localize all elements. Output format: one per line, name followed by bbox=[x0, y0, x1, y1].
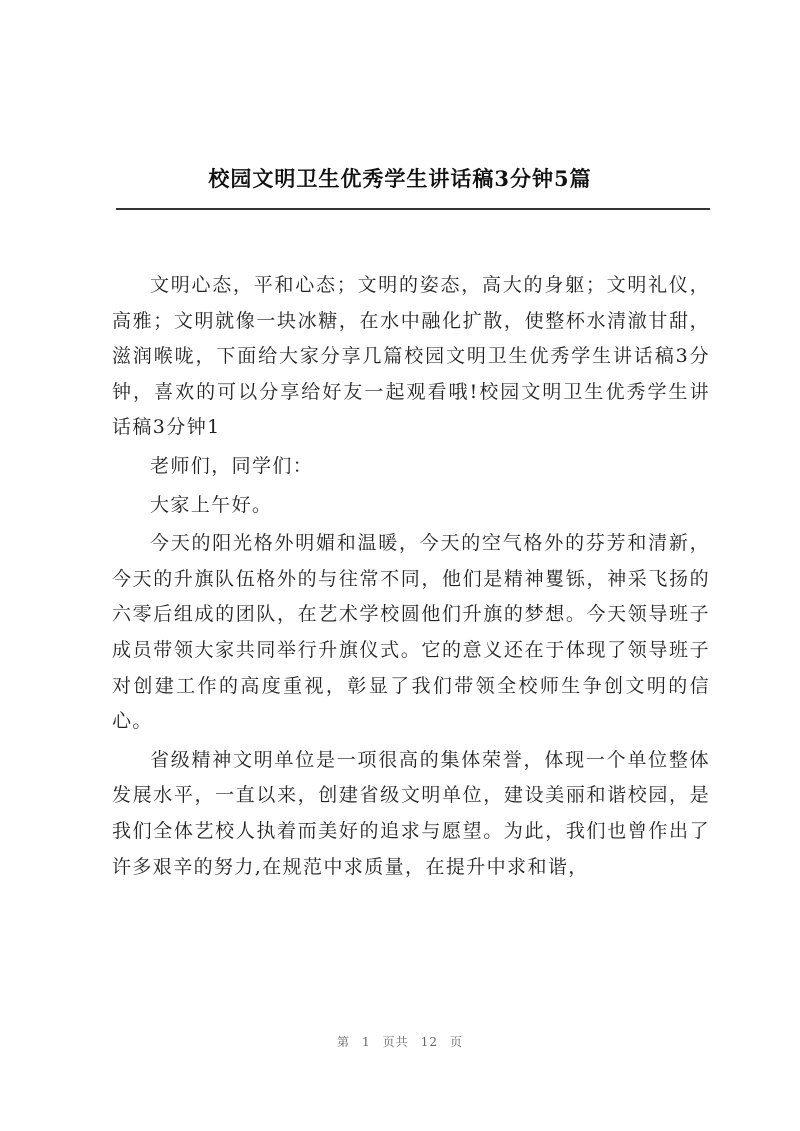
paragraph-greeting: 大家上午好。 bbox=[150, 493, 273, 516]
footer-label-total: 页共 bbox=[382, 1035, 409, 1049]
paragraph-salutation: 老师们，同学们： bbox=[150, 454, 314, 477]
paragraph-flag-ceremony: 今天的阳光格外明媚和温暖，今天的空气格外的芬芳和清新，今天的升旗队伍格外的与往常不同，他们是精神矍铄，神采飞扬的六零后组成的团队，在艺术学校圆他们升旗的梦想。今天领导班子成员带领大家共同举行升旗仪式。它的意义还在于体现了领导班子对创建工作的高度重视，彰显了我们带领全校师生争创文明的信心。 bbox=[112, 532, 710, 733]
document-body bbox=[112, 268, 710, 888]
paragraph-intro: 文明心态，平和心态；文明的姿态，高大的身躯；文明礼仪，高雅；文明就像一块冰糖，在水中融化扩散，使整杯水清澈甘甜，滋润喉咙，下面给大家分享几篇校园文明卫生优秀学生讲话稿3分钟，喜欢的可以分享给好友一起观看哦!校园文明卫生优秀学生讲话稿3分钟1 bbox=[112, 274, 710, 439]
footer-current-page: 1 bbox=[362, 1035, 371, 1049]
paragraph-civilization-unit: 省级精神文明单位是一项很高的集体荣誉，体现一个单位整体发展水平，一直以来，创建省级文明单位，建设美丽和谐校园，是我们全体艺校人执着而美好的追求与愿望。为此，我们也曾作出了许多艰辛的努力,在规范中求质量，在提升中求和谐， bbox=[112, 748, 710, 878]
title-divider bbox=[116, 208, 710, 210]
document-title: 校园文明卫生优秀学生讲话稿3分钟5篇 bbox=[208, 166, 592, 191]
footer-label-page: 第 bbox=[337, 1035, 351, 1049]
footer-total-pages: 12 bbox=[420, 1035, 438, 1049]
page-footer bbox=[0, 1033, 800, 1050]
footer-label-end: 页 bbox=[449, 1035, 463, 1049]
